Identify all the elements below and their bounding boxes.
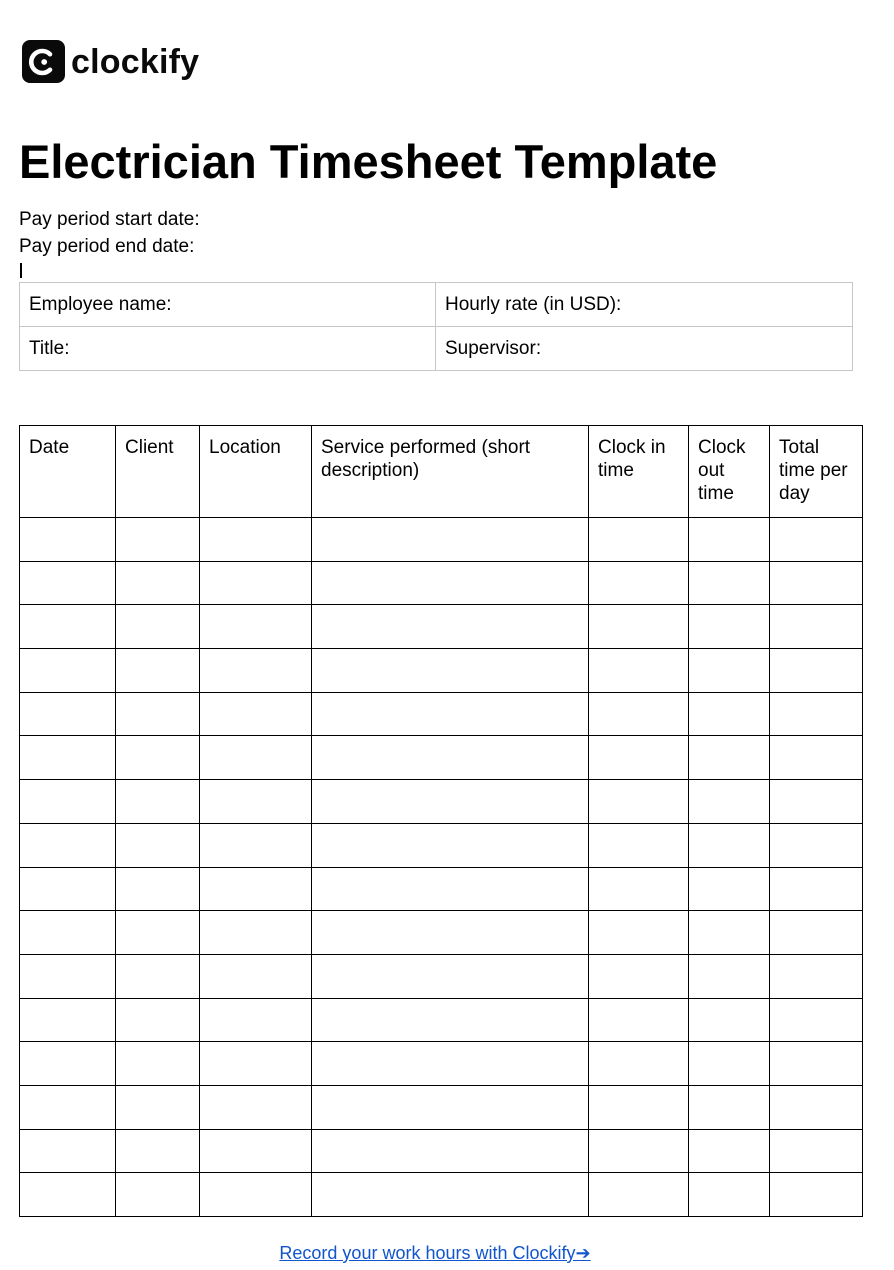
supervisor-cell[interactable]: Supervisor:: [436, 327, 853, 371]
table-cell[interactable]: [770, 911, 863, 955]
table-cell[interactable]: [770, 823, 863, 867]
table-cell[interactable]: [689, 649, 770, 693]
table-cell[interactable]: [589, 1085, 689, 1129]
table-cell[interactable]: [116, 823, 200, 867]
table-cell[interactable]: [589, 649, 689, 693]
table-cell[interactable]: [20, 823, 116, 867]
table-cell[interactable]: [589, 954, 689, 998]
table-cell[interactable]: [770, 954, 863, 998]
table-cell[interactable]: [770, 1042, 863, 1086]
table-cell[interactable]: [770, 780, 863, 824]
table-cell[interactable]: [589, 998, 689, 1042]
table-row: [20, 823, 863, 867]
table-cell[interactable]: [770, 867, 863, 911]
column-header-location: Location: [200, 426, 312, 518]
table-row: [20, 998, 863, 1042]
table-cell[interactable]: [770, 605, 863, 649]
table-cell[interactable]: [770, 649, 863, 693]
table-cell[interactable]: [312, 911, 589, 955]
table-cell[interactable]: [200, 998, 312, 1042]
table-cell[interactable]: [589, 867, 689, 911]
table-cell[interactable]: [689, 1085, 770, 1129]
pay-period-start-label: Pay period start date:: [19, 209, 200, 230]
table-cell[interactable]: [770, 518, 863, 562]
text-cursor: [20, 263, 22, 278]
table-cell[interactable]: [20, 649, 116, 693]
table-cell[interactable]: [116, 518, 200, 562]
table-cell[interactable]: [200, 954, 312, 998]
table-cell[interactable]: [312, 867, 589, 911]
hourly-rate-cell[interactable]: Hourly rate (in USD):: [436, 283, 853, 327]
table-row: [20, 954, 863, 998]
timesheet-body: [20, 518, 863, 1217]
table-cell[interactable]: [20, 1173, 116, 1217]
table-cell[interactable]: [116, 692, 200, 736]
column-header-client: Client: [116, 426, 200, 518]
table-cell[interactable]: [200, 605, 312, 649]
table-cell[interactable]: [312, 1085, 589, 1129]
table-cell[interactable]: [589, 1042, 689, 1086]
table-cell[interactable]: [312, 998, 589, 1042]
table-cell[interactable]: [689, 1173, 770, 1217]
table-cell[interactable]: [589, 823, 689, 867]
table-row: [20, 1085, 863, 1129]
table-cell[interactable]: [200, 780, 312, 824]
table-cell[interactable]: [20, 954, 116, 998]
page-title: Electrician Timesheet Template: [19, 135, 718, 188]
table-cell[interactable]: [200, 1085, 312, 1129]
brand-name: clockify: [71, 42, 200, 81]
table-cell[interactable]: [770, 692, 863, 736]
column-header-total-time: Total time per day: [770, 426, 863, 518]
title-cell[interactable]: Title:: [20, 327, 436, 371]
table-cell[interactable]: [20, 736, 116, 780]
table-cell[interactable]: [200, 1129, 312, 1173]
table-cell[interactable]: [20, 1042, 116, 1086]
table-cell[interactable]: [770, 736, 863, 780]
table-cell[interactable]: [689, 518, 770, 562]
table-cell[interactable]: [116, 780, 200, 824]
table-cell[interactable]: [589, 605, 689, 649]
timesheet-table: [19, 425, 863, 1217]
table-cell[interactable]: [689, 736, 770, 780]
table-cell[interactable]: [689, 954, 770, 998]
table-cell[interactable]: [116, 867, 200, 911]
table-cell[interactable]: [116, 1129, 200, 1173]
table-row: [20, 605, 863, 649]
table-cell[interactable]: [200, 1042, 312, 1086]
table-cell[interactable]: [689, 692, 770, 736]
clockify-logo: [22, 40, 199, 83]
table-cell[interactable]: [116, 561, 200, 605]
table-cell[interactable]: [20, 998, 116, 1042]
table-cell[interactable]: [20, 1085, 116, 1129]
table-cell[interactable]: [312, 823, 589, 867]
table-row: [20, 1129, 863, 1173]
table-cell[interactable]: [20, 518, 116, 562]
employee-info-table: [19, 282, 853, 371]
table-cell[interactable]: [770, 1129, 863, 1173]
table-cell[interactable]: [312, 736, 589, 780]
table-cell[interactable]: [589, 692, 689, 736]
table-cell[interactable]: [116, 911, 200, 955]
table-cell[interactable]: [312, 1173, 589, 1217]
table-cell[interactable]: [589, 561, 689, 605]
table-cell[interactable]: [589, 1129, 689, 1173]
table-cell[interactable]: [689, 561, 770, 605]
table-cell[interactable]: [20, 692, 116, 736]
table-cell[interactable]: [200, 518, 312, 562]
table-row: [20, 518, 863, 562]
table-cell[interactable]: [589, 780, 689, 824]
table-cell[interactable]: [200, 561, 312, 605]
table-cell[interactable]: [116, 1173, 200, 1217]
table-cell[interactable]: [200, 911, 312, 955]
table-cell[interactable]: [20, 780, 116, 824]
table-cell[interactable]: [200, 736, 312, 780]
table-cell[interactable]: [116, 736, 200, 780]
table-cell[interactable]: [200, 1173, 312, 1217]
table-cell[interactable]: [116, 954, 200, 998]
table-cell[interactable]: [312, 649, 589, 693]
table-cell[interactable]: [312, 1129, 589, 1173]
table-cell[interactable]: [20, 1129, 116, 1173]
table-cell[interactable]: [312, 780, 589, 824]
table-cell[interactable]: [770, 1173, 863, 1217]
clockify-logo-icon: [22, 40, 65, 83]
column-header-date: Date: [20, 426, 116, 518]
column-header-clock-in: Clock in time: [589, 426, 689, 518]
table-cell[interactable]: [312, 954, 589, 998]
table-cell[interactable]: [200, 823, 312, 867]
table-cell[interactable]: [689, 605, 770, 649]
clockify-promo-link[interactable]: Record your work hours with Clockify➔: [279, 1243, 591, 1263]
table-row: [20, 1042, 863, 1086]
table-cell[interactable]: [116, 605, 200, 649]
table-cell[interactable]: [20, 911, 116, 955]
table-cell[interactable]: [689, 867, 770, 911]
column-header-service: Service performed (short description): [312, 426, 589, 518]
table-cell[interactable]: [312, 605, 589, 649]
pay-period-end-label: Pay period end date:: [19, 236, 195, 257]
table-cell[interactable]: [200, 692, 312, 736]
timesheet-header-row: [20, 426, 863, 518]
table-cell[interactable]: [689, 780, 770, 824]
table-row: [20, 911, 863, 955]
table-cell[interactable]: [116, 1085, 200, 1129]
table-row: [20, 867, 863, 911]
employee-name-cell[interactable]: Employee name:: [20, 283, 436, 327]
table-cell[interactable]: [116, 1042, 200, 1086]
table-cell[interactable]: [20, 867, 116, 911]
table-cell[interactable]: [589, 736, 689, 780]
table-cell[interactable]: [770, 998, 863, 1042]
column-header-clock-out: Clock out time: [689, 426, 770, 518]
table-cell[interactable]: [20, 605, 116, 649]
table-cell[interactable]: [770, 1085, 863, 1129]
table-cell[interactable]: [689, 1129, 770, 1173]
table-cell[interactable]: [689, 998, 770, 1042]
table-row: [20, 780, 863, 824]
table-cell[interactable]: [200, 649, 312, 693]
table-row: [20, 649, 863, 693]
table-cell[interactable]: [689, 911, 770, 955]
table-cell[interactable]: [116, 649, 200, 693]
table-cell[interactable]: [589, 518, 689, 562]
table-cell[interactable]: [200, 867, 312, 911]
table-cell[interactable]: [689, 1042, 770, 1086]
table-row: [20, 1173, 863, 1217]
table-cell[interactable]: [312, 518, 589, 562]
table-cell[interactable]: [312, 692, 589, 736]
table-cell[interactable]: [116, 998, 200, 1042]
table-cell[interactable]: [689, 823, 770, 867]
table-row: [20, 692, 863, 736]
table-row: [20, 561, 863, 605]
table-cell[interactable]: [312, 1042, 589, 1086]
table-cell[interactable]: [312, 561, 589, 605]
table-cell[interactable]: [589, 911, 689, 955]
table-cell[interactable]: [589, 1173, 689, 1217]
table-cell[interactable]: [20, 561, 116, 605]
table-row: [20, 736, 863, 780]
table-cell[interactable]: [770, 561, 863, 605]
